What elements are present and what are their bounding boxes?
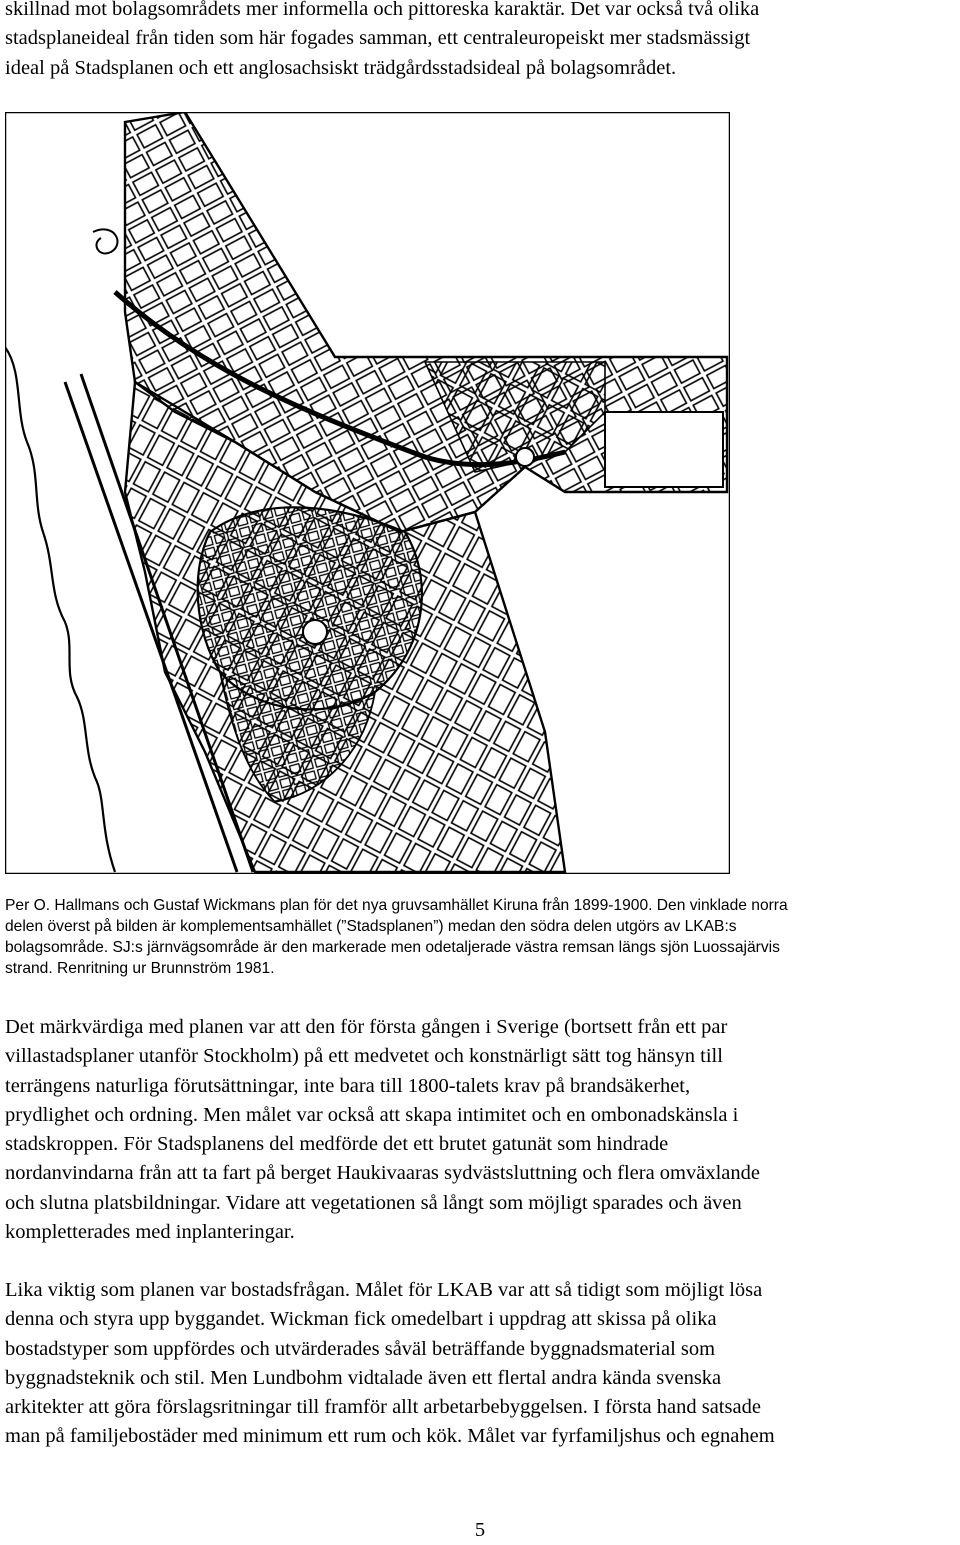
paragraph-line: byggnadsteknik och stil. Men Lundbohm vidtalade även ett flertal andra kända svenska — [5, 1366, 722, 1389]
intro-line: ideal på Stadsplanen och ett anglosachsiskt trädgårdsstadsideal på bolagsområdet. — [5, 56, 677, 79]
paragraph-line: och slutna platsbildningar. Vidare att vegetationen så långt som möjligt sparades och även — [5, 1191, 742, 1214]
paragraph-line: Lika viktig som planen var bostadsfrågan. Målet för LKAB var att så tidigt som möjligt lösa — [5, 1279, 763, 1301]
paragraph-line: denna och styra upp byggandet. Wickman fick omedelbart i uppdrag att skissa på olika — [5, 1308, 717, 1331]
paragraph-line: Det märkvärdiga med planen var att den för första gången i Sverige (bortsett från ett par — [5, 1016, 728, 1038]
kiruna-plan-figure — [5, 112, 730, 874]
intro-paragraph — [5, 0, 960, 83]
paragraph-line: man på familjebostäder med minimum ett rum och kök. Målet var fyrfamiljshus och egnahem — [5, 1425, 775, 1448]
paragraph-line: stadskroppen. För Stadsplanens del medförde det ett brutet gatunät som hindrade — [5, 1133, 669, 1156]
body-paragraph-1 — [5, 1013, 960, 1247]
caption-line: strand. Renritning ur Brunnström 1981. — [5, 960, 275, 977]
paragraph-line: terrängens naturliga förutsättningar, inte bara till 1800-talets krav på brandsäkerhet, — [5, 1074, 691, 1097]
caption-line: delen överst på bilden är komplementsamhället (”Stadsplanen”) medan den södra delen utgörs av LKAB:s — [5, 918, 737, 935]
paragraph-line: villastadsplaner utanför Stockholm) på ett medvetet och konstnärligt sätt tog hänsyn till — [5, 1045, 723, 1068]
intro-line: skillnad mot bolagsområdets mer informella och pittoreska karaktär. Det var också två olika — [5, 0, 760, 20]
paragraph-line: kompletterades med inplanteringar. — [5, 1221, 295, 1244]
kiruna-plan-drawing — [5, 112, 730, 874]
figure-caption — [5, 895, 960, 979]
paragraph-line: bostadstyper som uppfördes och utvärderades såväl beträffande byggnadsmaterial som — [5, 1337, 716, 1360]
caption-line: bolagsområde. SJ:s järnvägsområde är den markerade men odetaljerade västra remsan längs sjön Luossajärvis — [5, 939, 780, 956]
body-paragraph-2 — [5, 1276, 960, 1452]
page-number: 5 — [474, 1519, 486, 1541]
intro-line: stadsplaneideal från tiden som här fogades samman, ett centraleuropeiskt mer stadsmässigt — [5, 27, 751, 50]
paragraph-line: nordanvindarna från att ta fart på berget Haukivaaras sydvästsluttning och flera omväxlande — [5, 1162, 760, 1185]
paragraph-line: arkitekter att göra förslagsritningar till framför allt arbetarbebyggelsen. I första hand satsade — [5, 1396, 761, 1419]
caption-line: Per O. Hallmans och Gustaf Wickmans plan för det nya gruvsamhället Kiruna från 1899-1900. Den vinklade norra — [5, 897, 788, 914]
paragraph-line: prydlighet och ordning. Men målet var också att skapa intimitet och en ombonadskänsla i — [5, 1103, 739, 1126]
